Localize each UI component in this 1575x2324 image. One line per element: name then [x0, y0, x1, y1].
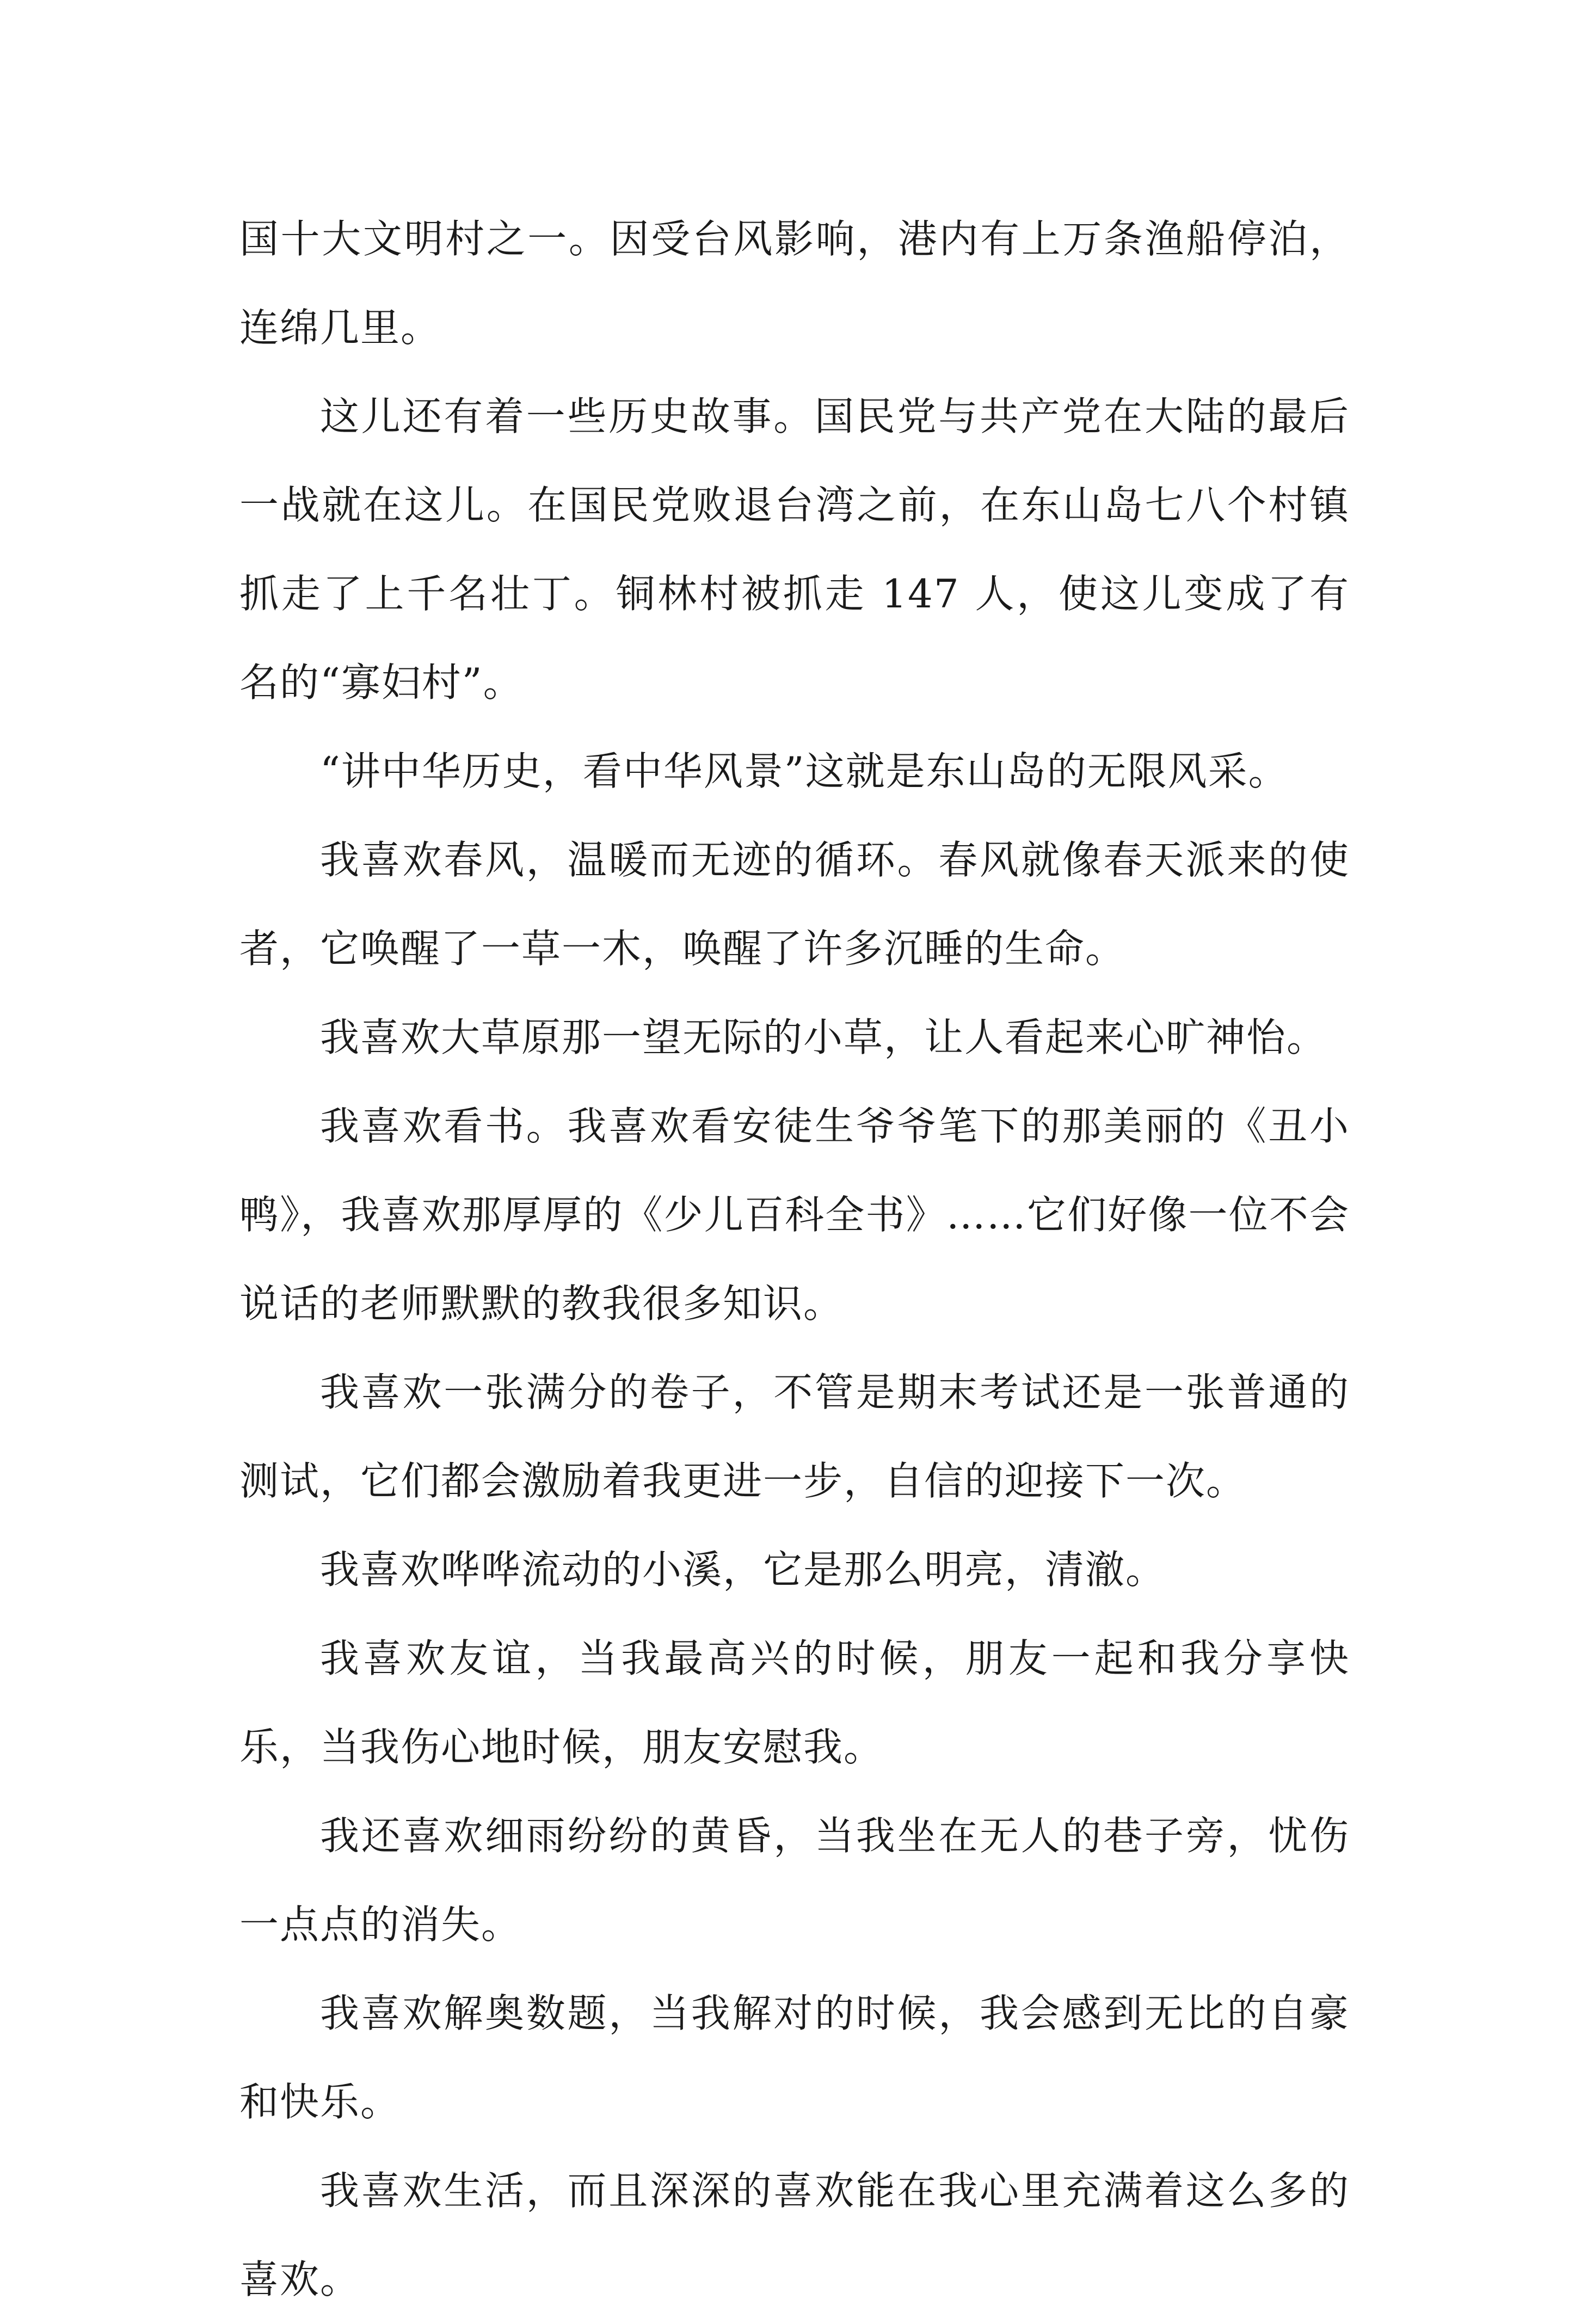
paragraph-stream: 我喜欢哗哗流动的小溪，它是那么明亮，清澈。: [320, 1547, 1166, 1593]
paragraph-continuation: 国十大文明村之一。因受台风影响，港内有上万条渔船停泊，连绵几里。: [239, 216, 1350, 351]
paragraph-spring-wind: 我喜欢春风，温暖而无迹的循环。春风就像春天派来的使者，它唤醒了一草一木，唤醒了许多沉睡的生命。: [239, 837, 1350, 972]
paragraph-full-marks: 我喜欢一张满分的卷子，不管是期末考试还是一张普通的测试，它们都会激励着我更进一步，自信的迎接下一次。: [239, 1369, 1350, 1504]
paragraph-books: 我喜欢看书。我喜欢看安徒生爷爷笔下的那美丽的《丑小鸭》，我喜欢那厚厚的《少儿百科全书》……它们好像一位不会说话的老师默默的教我很多知识。: [239, 1103, 1350, 1326]
body-text: [239, 195, 1350, 2324]
paragraph-history: 这儿还有着一些历史故事。国民党与共产党在大陆的最后一战就在这儿。在国民党败退台湾之前，在东山岛七八个村镇抓走了上千名壮丁。铜林村被抓走 147 人，使这儿变成了有名的“寡妇村”。: [239, 394, 1350, 705]
paragraph-scenery: “讲中华历史，看中华风景”这就是东山岛的无限风采。: [320, 748, 1289, 794]
paragraph-math: 我喜欢解奥数题，当我解对的时候，我会感到无比的自豪和快乐。: [239, 1990, 1350, 2125]
paragraph-drizzle: 我还喜欢细雨纷纷的黄昏，当我坐在无人的巷子旁，忧伤一点点的消失。: [239, 1813, 1350, 1947]
paragraph-life: 我喜欢生活，而且深深的喜欢能在我心里充满着这么多的喜欢。: [239, 2168, 1350, 2302]
paragraph-grassland: 我喜欢大草原那一望无际的小草，让人看起来心旷神怡。: [320, 1015, 1327, 1060]
paragraph-friendship: 我喜欢友谊，当我最高兴的时候，朋友一起和我分享快乐，当我伤心地时候，朋友安慰我。: [239, 1636, 1350, 1770]
